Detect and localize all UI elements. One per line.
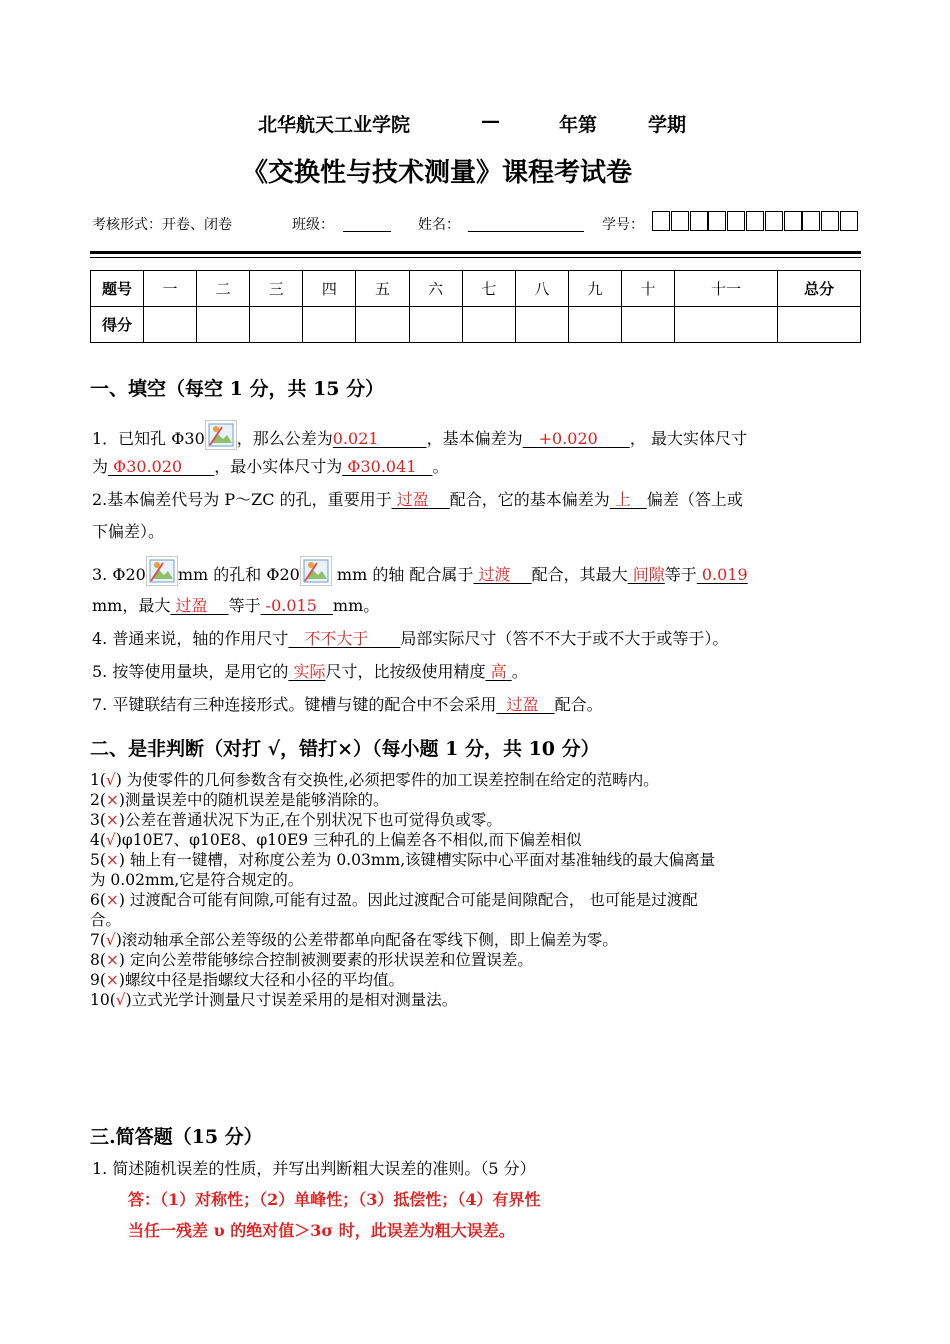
judgement-list [90, 770, 715, 1010]
score-col: 十一 [675, 271, 778, 307]
q1-text-b: ，那么公差为 [236, 429, 333, 448]
judgement-mark: × [105, 891, 119, 909]
q1-text-d: ， 最大实体尺寸 [629, 429, 747, 448]
q1-line1 [92, 420, 747, 450]
judgement-text: ) 轴上有一键槽，对称度公差为 0.03mm,该键槽实际中心平面对基准轴线的最大偏离量 [118, 851, 716, 869]
q1-answer-tolerance: 0.021 [332, 429, 379, 448]
score-cell[interactable] [144, 307, 197, 343]
q3-answer-interference: 过盈 [175, 596, 208, 615]
score-value-row [91, 307, 861, 343]
q2-text-b: 配合，它的基本偏差为 [449, 490, 610, 509]
score-cell[interactable] [462, 307, 515, 343]
q1-text-a: 1．已知孔 Φ30 [92, 429, 205, 448]
student-id-box[interactable] [671, 211, 689, 231]
judgement-number: 2( [90, 791, 106, 809]
q3-text-g: 等于 [228, 596, 261, 615]
q1-text-c: ，基本偏差为 [426, 429, 523, 448]
header-rule-thin [90, 257, 861, 258]
judgement-item [90, 930, 715, 950]
judgement-item [90, 910, 715, 930]
score-cell[interactable] [621, 307, 674, 343]
section2-title: 二、是非判断（对打 √，错打×）（每小题 1 分，共 10 分） [90, 738, 600, 760]
student-id-box[interactable] [708, 211, 726, 231]
total-label: 总分 [778, 271, 861, 307]
judgement-item [90, 970, 715, 990]
judgement-text: )立式光学计测量尺寸误差采用的是相对测量法。 [125, 991, 458, 1009]
q2-text-a: 2.基本偏差代号为 P～ZC 的孔，重要用于 [92, 490, 392, 509]
judgement-item [90, 890, 715, 910]
score-cell[interactable] [197, 307, 250, 343]
q3-text-c: mm 的轴 配合属于 [331, 565, 474, 584]
judgement-mark: × [105, 971, 119, 989]
judgement-text: ) 为使零件的几何参数含有交换性,必须把零件的加工误差控制在给定的范畴内。 [115, 771, 659, 789]
judgement-mark: × [105, 811, 119, 829]
section1-title: 一、填空（每空 1 分，共 15 分） [90, 378, 385, 400]
score-table [90, 270, 861, 343]
student-id-box[interactable] [840, 211, 858, 231]
judgement-text: )滚动轴承全部公差等级的公差带都单向配备在零线下侧，即上偏差为零。 [115, 931, 618, 949]
q7-line [92, 692, 603, 715]
score-col: 五 [356, 271, 409, 307]
judgement-item [90, 810, 715, 830]
judgement-item [90, 950, 715, 970]
q1-answer-deviation: +0.020 [538, 429, 598, 448]
judgement-item [90, 770, 715, 790]
judgement-item [90, 790, 715, 810]
q4-text-a: 4. 普通来说，轴的作用尺寸 [92, 629, 289, 648]
student-id-box[interactable] [690, 211, 708, 231]
score-cell[interactable] [568, 307, 621, 343]
class-label: 班级： [292, 217, 334, 233]
score-col: 一 [144, 271, 197, 307]
q5-answer-size: 实际 [293, 662, 326, 681]
q2-line1 [92, 487, 743, 510]
student-id-box[interactable] [802, 211, 820, 231]
q1-text-e: 为 [92, 457, 109, 476]
q2-line2: 下偏差）。 [92, 522, 165, 541]
q3-text-f: mm，最大 [92, 596, 171, 615]
judgement-number: 7( [90, 931, 106, 949]
score-col: 四 [303, 271, 356, 307]
q5-text-c: 。 [511, 662, 528, 681]
q1-line2 [92, 454, 448, 477]
judgement-mark: √ [105, 831, 116, 849]
q1-answer-lmc: Φ30.041 [347, 457, 417, 476]
judgement-text: )螺纹中径是指螺纹大径和小径的平均值。 [118, 971, 404, 989]
q3-answer-value2: -0.015 [265, 596, 317, 615]
q2-answer-fit: 过盈 [396, 490, 429, 509]
judgement-number: 8( [90, 951, 106, 969]
score-col: 七 [462, 271, 515, 307]
score-header-row [91, 271, 861, 307]
judgement-text: ) 过渡配合可能有间隙,可能有过盈。因此过渡配合可能是间隙配合， 也可能是过渡配 [118, 891, 698, 909]
header-term: 学期 [648, 114, 687, 136]
q7-text-a: 7. 平键联结有三种连接形式。键槽与键的配合中不会采用 [92, 695, 497, 714]
judgement-mark: × [105, 791, 119, 809]
judgement-number: 10( [90, 991, 116, 1009]
score-label: 得分 [91, 307, 144, 343]
s3-answer-line1: 答：（1）对称性；（2）单峰性；（3）抵偿性；（4）有界性 [128, 1190, 541, 1209]
image-placeholder-icon [146, 556, 178, 586]
judgement-number: 4( [90, 831, 106, 849]
image-placeholder-icon [300, 556, 332, 586]
judgement-mark: √ [115, 991, 126, 1009]
judgement-number: 3( [90, 811, 106, 829]
judgement-item [90, 850, 715, 870]
judgement-mark: √ [105, 931, 116, 949]
q3-text-b: mm 的孔和 Φ20 [177, 565, 300, 584]
exam-title: 《交换性与技术测量》课程考试卷 [242, 158, 633, 188]
judgement-text: )公差在普通状况下为正,在个别状况下也可觉得负或零。 [118, 811, 502, 829]
judgement-text: )测量误差中的随机误差是能够消除的。 [118, 791, 389, 809]
student-id-box[interactable] [727, 211, 745, 231]
judgement-text: )φ10E7、φ10E8、φ10E9 三种孔的上偏差各不相似,而下偏差相似 [115, 831, 582, 849]
score-cell[interactable] [675, 307, 778, 343]
header-rule-thick [90, 251, 861, 254]
q3-answer-value1: 0.019 [701, 565, 748, 584]
score-col: 九 [568, 271, 621, 307]
image-placeholder-icon [205, 420, 237, 450]
student-id-box[interactable] [821, 211, 839, 231]
judgement-mark: × [105, 951, 119, 969]
id-label: 学号： [602, 217, 644, 233]
q3-text-e: 等于 [664, 565, 697, 584]
score-col: 十 [621, 271, 674, 307]
judgement-number: 1( [90, 771, 106, 789]
q1-answer-mmc: Φ30.020 [113, 457, 183, 476]
judgement-mark: × [105, 851, 119, 869]
exam-form: 考核形式：开卷、闭卷 [92, 217, 232, 233]
q5-line [92, 659, 528, 682]
q5-text-b: 尺寸，比按级使用精度 [325, 662, 486, 681]
score-cell[interactable] [778, 307, 861, 343]
score-col: 八 [515, 271, 568, 307]
q1-text-f: ，最小实体尺寸为 [214, 457, 343, 476]
judgement-item [90, 870, 715, 890]
question-number-label: 题号 [91, 271, 144, 307]
s3-question1: 1. 简述随机误差的性质，并写出判断粗大误差的准则。（5 分） [92, 1159, 536, 1178]
judgement-item [90, 830, 715, 850]
q3-text-a: 3. Φ20 [92, 565, 146, 584]
q3-line2 [92, 593, 379, 616]
q3-text-d: 配合，其最大 [531, 565, 628, 584]
q3-answer-fit: 过渡 [478, 565, 511, 584]
judgement-number: 9( [90, 971, 106, 989]
q3-text-h: mm。 [332, 596, 380, 615]
student-id-box[interactable] [784, 211, 802, 231]
score-cell[interactable] [250, 307, 303, 343]
judgement-number: 6( [90, 891, 106, 909]
q2-text-c: 偏差（答上或 [646, 490, 743, 509]
score-col: 三 [250, 271, 303, 307]
q4-line [92, 626, 728, 649]
q3-line1 [92, 556, 748, 586]
class-blank[interactable] [343, 231, 391, 232]
judgement-text: ) 定向公差带能够综合控制被测要素的形状误差和位置误差。 [118, 951, 533, 969]
name-label: 姓名： [418, 217, 460, 233]
name-blank[interactable] [468, 231, 584, 232]
score-col: 六 [409, 271, 462, 307]
judgement-mark: √ [105, 771, 116, 789]
q2-answer-deviation: 上 [614, 490, 631, 509]
q5-text-a: 5. 按等使用量块，是用它的 [92, 662, 289, 681]
score-col: 二 [197, 271, 250, 307]
q7-answer: 过盈 [506, 695, 539, 714]
section3-title: 三.简答题（15 分） [90, 1126, 263, 1148]
judgement-text: 为 0.02mm,它是符合规定的。 [90, 871, 304, 889]
school-name: 北华航天工业学院 [258, 114, 411, 136]
q4-text-b: 局部实际尺寸（答不不大于或不大于或等于）。 [400, 629, 729, 648]
q7-text-b: 配合。 [554, 695, 603, 714]
q4-answer: 不不大于 [304, 629, 369, 648]
student-id-box[interactable] [652, 211, 670, 231]
judgement-item [90, 990, 715, 1010]
score-cell[interactable] [303, 307, 356, 343]
judgement-text: 合。 [90, 911, 122, 929]
student-id-box[interactable] [765, 211, 783, 231]
student-id-box[interactable] [746, 211, 764, 231]
score-cell[interactable] [409, 307, 462, 343]
q3-answer-clearance: 间隙 [632, 565, 665, 584]
score-cell[interactable] [515, 307, 568, 343]
q1-text-g: 。 [432, 457, 449, 476]
score-cell[interactable] [356, 307, 409, 343]
q5-answer-precision: 高 [490, 662, 507, 681]
s3-answer-line2: 当任一残差 υ 的绝对值＞3σ 时，此误差为粗大误差。 [128, 1221, 515, 1240]
header-year: 年第 [559, 114, 598, 136]
header-dash: — [481, 110, 500, 132]
judgement-number: 5( [90, 851, 106, 869]
